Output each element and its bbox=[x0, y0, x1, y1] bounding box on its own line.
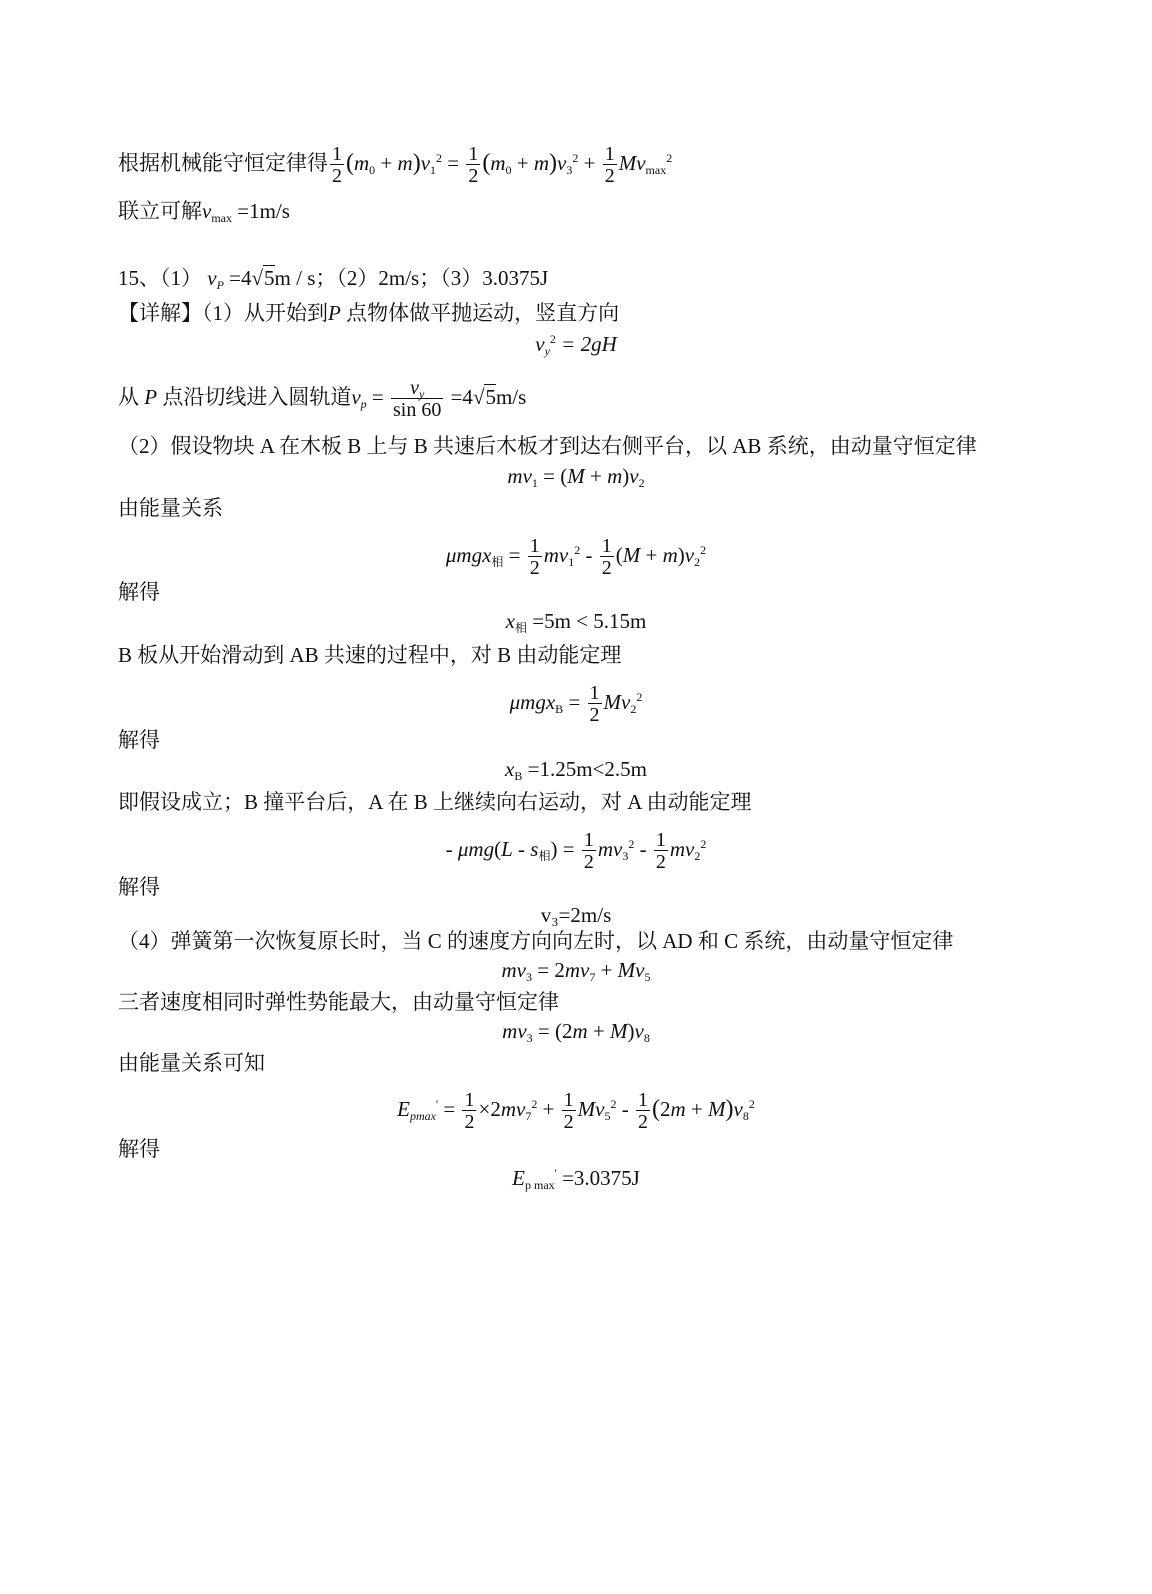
point-p: P bbox=[328, 301, 341, 325]
xrel-result: =5m < 5.15m bbox=[532, 609, 647, 633]
q15-rest: ；（2）2m/s；（3）3.0375J bbox=[315, 266, 549, 290]
part2-text: （2）假设物块 A 在木板 B 上与 B 共速后木板才到达右侧平台，以 AB 系统，由动量守恒定律 bbox=[118, 434, 977, 458]
q15-unit: m / s bbox=[274, 266, 316, 290]
tangent-text-a: 从 bbox=[118, 384, 145, 409]
tangent-line: 从 P 点沿切线进入圆轨道$v_p$ = $\frac{v_y}{\sin 60}$ =4√5m/s bbox=[118, 377, 527, 421]
xb-result: =1.25m<2.5m bbox=[527, 757, 647, 781]
q15-radicand: 5 bbox=[264, 266, 275, 290]
tangent-unit: m/s bbox=[495, 384, 527, 409]
q15-label: 15、（1） bbox=[118, 266, 202, 290]
eq-momentum-1: $mv_1 = (M + m)v_2$ bbox=[507, 464, 645, 490]
eq-v3: v₃=2m/s bbox=[540, 903, 612, 927]
eq-energy-1: μmgx$_相$ = $\frac{1}{2}$ $mv_1^2$ - $\frac{1}{2}$ $(M + m)v_2^2$ bbox=[445, 535, 707, 579]
energy-relation-text: 由能量关系 bbox=[118, 496, 223, 520]
line-text: 联立可解 bbox=[118, 199, 202, 223]
eq-a-kinetic: - $\mu mg(L - s_相)$ = $\frac{1}{2}$ $mv_3^2$ - $\frac{1}{2}$ $mv_2^2$ bbox=[445, 829, 707, 873]
energy-equation: $\frac{1}{2}$ $(m_0 + m)v_1^2$ = $\frac{1}{2}$ $(m_0 + m)v_3^2$ + $\frac{1}{2}$ $Mv_{max}^2$ bbox=[332, 143, 673, 187]
combined-solution-line: 联立可解$v_{max} =1m/s$ bbox=[118, 199, 290, 225]
ep-result: =3.0375J bbox=[562, 1166, 640, 1190]
same-velocity-text: 三者速度相同时弹性势能最大，由动量守恒定律 bbox=[118, 990, 559, 1014]
assumption-text: 即假设成立；B 撞平台后，A 在 B 上继续向右运动，对 A 由动能定理 bbox=[118, 790, 752, 814]
eq-vy-rhs: = 2gH bbox=[561, 332, 617, 356]
point-p: P bbox=[144, 384, 158, 409]
solve-label-1: 解得 bbox=[118, 580, 160, 604]
eq-xb: $x_B =1.25m<2.5m$ bbox=[505, 757, 647, 783]
vmax-result: =1m/s bbox=[237, 199, 290, 223]
mechanical-energy-line bbox=[118, 144, 672, 186]
solve-label-3: 解得 bbox=[118, 875, 160, 899]
detail-tail: 点物体做平抛运动，竖直方向 bbox=[340, 301, 620, 325]
detail-heading bbox=[118, 299, 619, 327]
q15-answer-line: 15、（1） $v_P =4√5m / s$；（2）2m/s；（3）3.0375J bbox=[118, 266, 549, 292]
energy-relation-text-2: 由能量关系可知 bbox=[118, 1051, 265, 1075]
eq-b-kinetic: μmgx$_B$ = $\frac{1}{2}$ $Mv_2^2$ bbox=[509, 682, 643, 726]
part4-text: （4）弹簧第一次恢复原长时，当 C 的速度方向向左时，以 AD 和 C 系统，由动量守恒定律 bbox=[118, 929, 954, 953]
tangent-text-b: 点沿切线进入圆轨道 bbox=[157, 384, 352, 409]
eq-energy-2: $E_{pmax}'$ = $\frac{1}{2}$ $\times 2mv_7^2$ + $\frac{1}{2}$ $Mv_5^2$ - $\frac{1}{2}$ $(2m + M)v_8^2$ bbox=[397, 1089, 755, 1133]
eq-vy: $v_y^2 = 2gH$ bbox=[535, 332, 617, 358]
solve-label-4: 解得 bbox=[118, 1137, 160, 1161]
tangent-radicand: 5 bbox=[485, 384, 496, 409]
detail-text: 【详解】（1）从开始到 bbox=[118, 301, 328, 325]
q15-v1: =4 bbox=[229, 266, 252, 290]
b-board-text: B 板从开始滑动到 AB 共速的过程中，对 B 由动能定理 bbox=[118, 643, 622, 667]
tangent-result: =4 bbox=[450, 384, 473, 409]
eq-ep-result: $E_{p max}' =3.0375J$ bbox=[512, 1166, 640, 1192]
solve-label-2: 解得 bbox=[118, 728, 160, 752]
eq-xrel: $x_相 =5m < 5.15m$ bbox=[505, 609, 647, 635]
eq-momentum-2: $mv_3 = 2mv_7 + Mv_5$ bbox=[501, 958, 651, 984]
tangent-denominator: sin 60 bbox=[393, 399, 442, 421]
eq-momentum-3: $mv_3 = (2m + M)v_8$ bbox=[502, 1019, 650, 1045]
line-text: 根据机械能守恒定律得 bbox=[118, 150, 328, 175]
